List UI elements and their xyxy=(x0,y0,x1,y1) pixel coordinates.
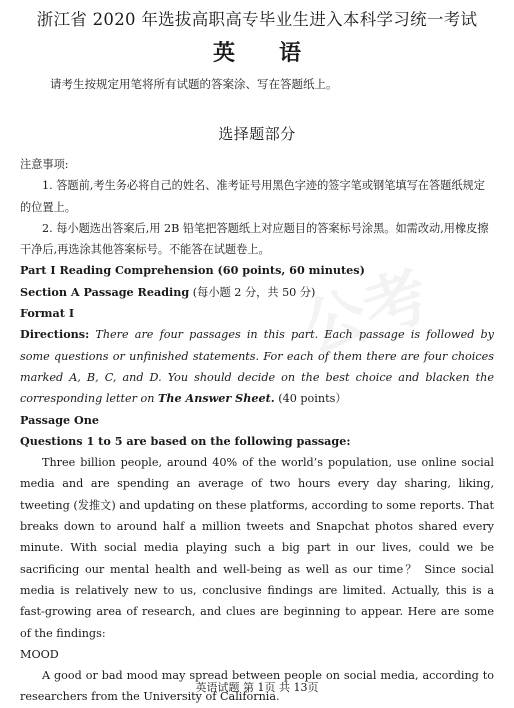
section-a-line xyxy=(20,282,494,303)
note-item-2: 2. 每小题选出答案后,用 2B 铅笔把答题纸上对应题目的答案标号涂黑。如需改动,用橡皮擦干净后,再选涂其他答案标号。不能答在试题卷上。 xyxy=(20,221,489,257)
mood-heading: MOOD xyxy=(20,647,59,661)
section-a-title: Section A Passage Reading xyxy=(20,284,190,299)
questions-label: Questions 1 to 5 are based on the following passage: xyxy=(20,433,351,448)
passage-label: Passage One xyxy=(20,412,100,427)
directions xyxy=(20,324,494,409)
format-label: Format Ⅰ xyxy=(20,306,75,321)
exam-body xyxy=(20,154,494,708)
directions-text: There are four passages in this part. Each passage is followed by some questions or unfinished statements. For each of them there are four choices marked A, B, C, and D. You should decide on the best choice and blacken the corresponding letter on xyxy=(20,328,494,406)
note-item-1: 1. 答题前,考生务必将自己的姓名、准考证号用黑色字迹的签字笔或钢笔填写在答题纸规定的位置上。 xyxy=(20,179,485,214)
section-title: 选择题部分 xyxy=(218,125,296,143)
page-footer: 英语试题 第 1页 共 13页 xyxy=(195,681,319,694)
answer-sheet-label: The Answer Sheet. xyxy=(158,391,275,406)
part-title: Part I Reading Comprehension (60 points, 60 minutes) xyxy=(20,263,365,278)
passage-paragraph-1: Three billion people, around 40% of the world’s population, use online social media and are spending an average of two hours every day sharing, liking, tweeting (发推文) and updating on these platforms, according to some reports. That breaks down to around half a million tweets and Snapchat photos shared every minute. With social media playing such a big part in our lives, could we be sacrificing our mental health and well-being as well as our time？ Since social media is relatively new to us, conclusive findings are limited. Actually, this is a fast-growing area of research, and clues are beginning to appear. Here are some of the findings: xyxy=(20,456,494,640)
section-a-scoring: (每小题 2 分，共 50 分) xyxy=(189,285,316,299)
directions-label: Directions: xyxy=(20,327,90,342)
notes-heading: 注意事项: xyxy=(20,158,69,171)
exam-title: 浙江省 2020 年选拔高职高专毕业生进入本科学习统一考试 xyxy=(36,10,478,29)
directions-points: (40 points） xyxy=(274,392,347,406)
subject-title: 英语 xyxy=(212,41,345,66)
exam-instruction: 请考生按规定用笔将所有试题的答案涂、写在答题纸上。 xyxy=(50,77,338,91)
passage-paragraph-2: A good or bad mood may spread between people on social media, according to researchers from the University of California. xyxy=(20,669,494,704)
